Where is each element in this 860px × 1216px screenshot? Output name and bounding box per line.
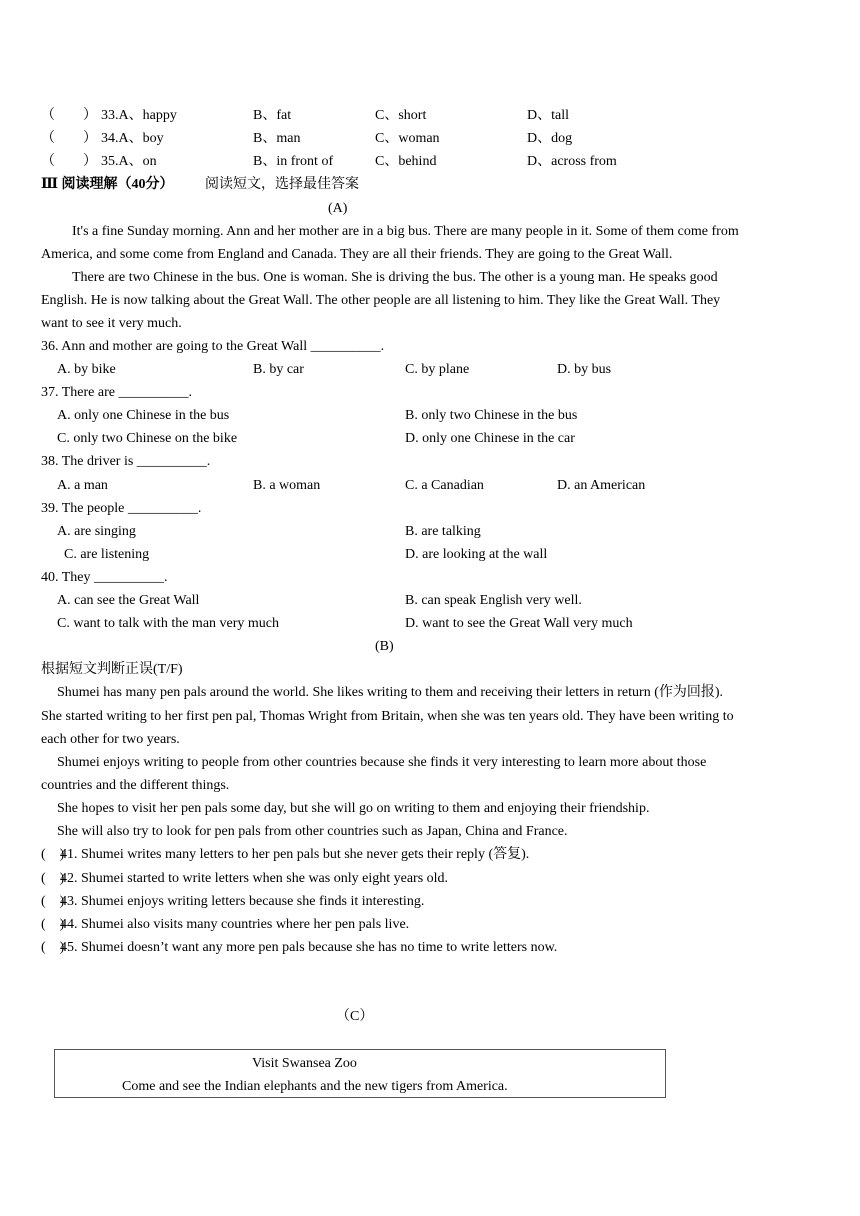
question-stem: 37. There are __________. [41, 385, 192, 400]
statement: 41. Shumei writes many letters to her pen pals but she never gets their reply (答复). [60, 847, 530, 862]
option-b: B. by car [253, 362, 304, 377]
answer-paren: （ ） [41, 154, 97, 169]
passage-b-instruction: 根据短文判断正误(T/F) [41, 662, 183, 677]
passage-c-label: （C） [336, 1009, 374, 1024]
passage-b-label: (B) [375, 639, 394, 654]
passage-b-text: Shumei has many pen pals around the world. She likes writing to them and receiving their letters in return (作为回报). [57, 685, 724, 700]
option-b: B. are talking [405, 524, 481, 539]
option-c: C. a Canadian [405, 478, 484, 493]
passage-a-label: (A) [328, 201, 348, 216]
option-c: C. only two Chinese on the bike [57, 431, 238, 446]
option-a: A. a man [57, 478, 108, 493]
zoo-advert-box [54, 1049, 666, 1098]
answer-paren: （ ） [41, 108, 97, 123]
option-d: D、across from [527, 154, 617, 169]
passage-a-text: English. He is now talking about the Great Wall. The other people are all listening to him. They like the Great Wall. They [41, 293, 721, 308]
option-d: D. an American [557, 478, 646, 493]
passage-a-text: It's a fine Sunday morning. Ann and her mother are in a big bus. There are many people in it. Some of them come from [72, 224, 739, 239]
option-b: B. only two Chinese in the bus [405, 408, 578, 423]
question-stem: 36. Ann and mother are going to the Great Wall __________. [41, 339, 385, 354]
statement: 42. Shumei started to write letters when she was only eight years old. [60, 871, 449, 886]
option-c: C、short [375, 108, 427, 123]
section-instruction: 阅读短文，选择最佳答案 [205, 177, 359, 192]
option-a: A. are singing [57, 524, 136, 539]
passage-a-text: America, and some come from England and Canada. They are all their friends. They are going to the Great Wall. [41, 247, 673, 262]
option-d: D. want to see the Great Wall very much [405, 616, 633, 631]
passage-a-text: want to see it very much. [41, 316, 182, 331]
option-a: A. only one Chinese in the bus [57, 408, 230, 423]
advert-text: Come and see the Indian elephants and the new tigers from America. [122, 1079, 508, 1094]
section-heading: Ⅲ 阅读理解（40分） [41, 177, 174, 192]
option-a: 33.A、happy [101, 108, 177, 123]
option-d: D. only one Chinese in the car [405, 431, 575, 446]
option-a: 34.A、boy [101, 131, 164, 146]
option-d: D. by bus [557, 362, 612, 377]
option-d: D. are looking at the wall [405, 547, 548, 562]
question-stem: 40. They __________. [41, 570, 168, 585]
question-stem: 38. The driver is __________. [41, 454, 211, 469]
option-d: D、dog [527, 131, 573, 146]
passage-b-text: countries and the different things. [41, 778, 230, 793]
passage-b-text: She started writing to her first pen pal, Thomas Wright from Britain, when she was ten years old. They have been writing to [41, 709, 734, 724]
option-a: 35.A、on [101, 154, 157, 169]
passage-b-text: Shumei enjoys writing to people from other countries because she finds it very interesting to learn more about those [57, 755, 707, 770]
statement: 45. Shumei doesn’t want any more pen pals because she has no time to write letters now. [60, 940, 558, 955]
question-stem: 39. The people __________. [41, 501, 202, 516]
answer-paren: ( ) [41, 917, 65, 932]
advert-title: Visit Swansea Zoo [252, 1056, 357, 1071]
option-d: D、tall [527, 108, 569, 123]
statement: 43. Shumei enjoys writing letters because she finds it interesting. [60, 894, 425, 909]
option-b: B、man [253, 131, 301, 146]
answer-paren: ( ) [41, 894, 65, 909]
option-a: A. by bike [57, 362, 116, 377]
answer-paren: ( ) [41, 871, 65, 886]
option-c: C. want to talk with the man very much [57, 616, 280, 631]
option-c: C. by plane [405, 362, 470, 377]
option-b: B. can speak English very well. [405, 593, 582, 608]
answer-paren: ( ) [41, 847, 65, 862]
option-c: C. are listening [64, 547, 150, 562]
option-b: B、fat [253, 108, 292, 123]
passage-b-text: She hopes to visit her pen pals some day, but she will go on writing to them and enjoying their friendship. [57, 801, 650, 816]
answer-paren: ( ) [41, 940, 65, 955]
answer-paren: （ ） [41, 131, 97, 146]
option-b: B、in front of [253, 154, 334, 169]
passage-a-text: There are two Chinese in the bus. One is woman. She is driving the bus. The other is a young man. He speaks good [72, 270, 718, 285]
statement: 44. Shumei also visits many countries where her pen pals live. [60, 917, 410, 932]
passage-b-text: She will also try to look for pen pals from other countries such as Japan, China and France. [57, 824, 568, 839]
option-c: C、woman [375, 131, 440, 146]
option-c: C、behind [375, 154, 437, 169]
option-b: B. a woman [253, 478, 321, 493]
passage-b-text: each other for two years. [41, 732, 180, 747]
option-a: A. can see the Great Wall [57, 593, 200, 608]
